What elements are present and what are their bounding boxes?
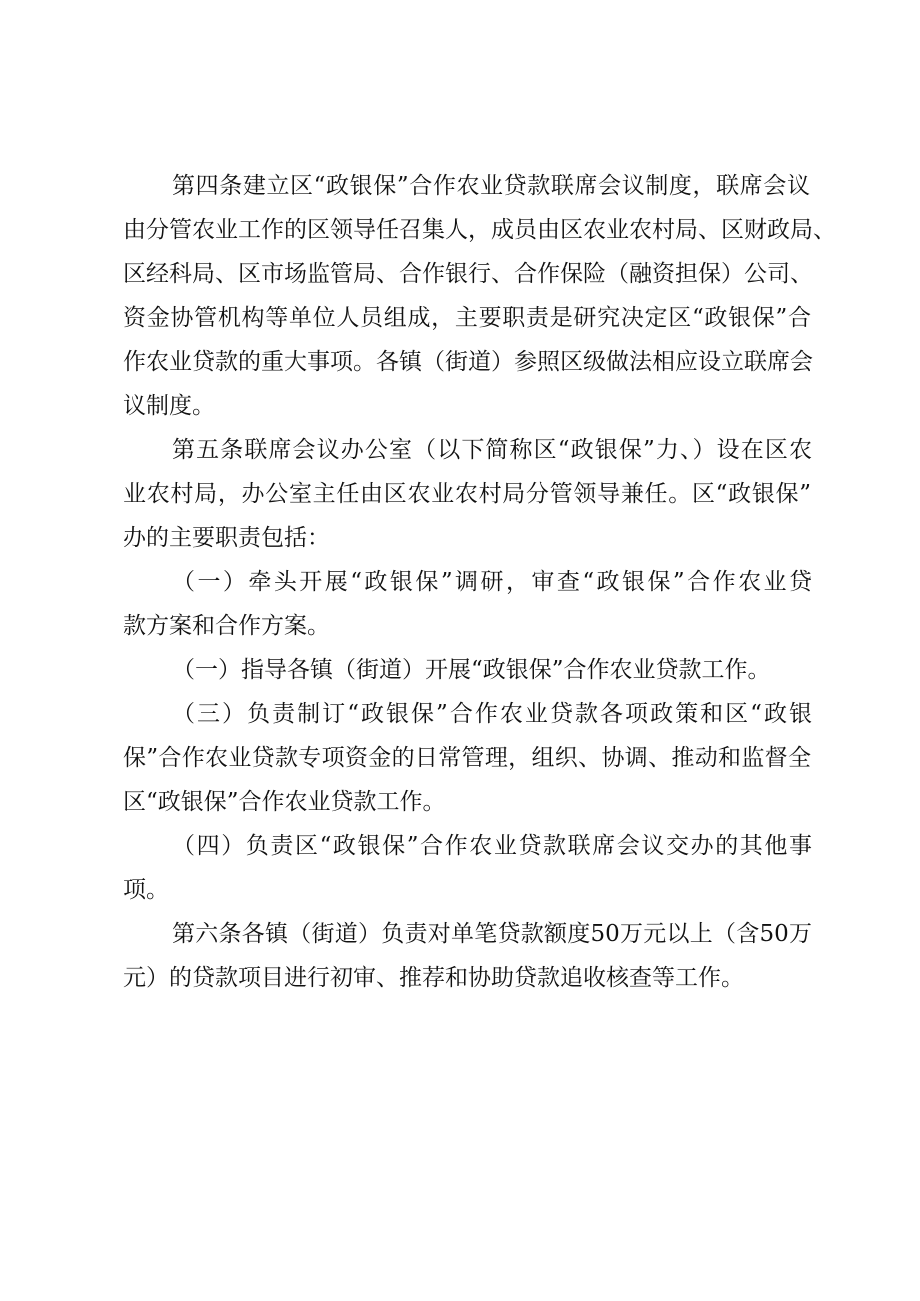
text-line: 保”合作农业贷款专项资金的日常管理，组织、协调、推动和监督全 [123,745,811,771]
text-line: 作农业贷款的重大事项。各镇（街道）参照区级做法相应设立联席会 [123,349,813,375]
text-line: 第四条建立区“政银保”合作农业贷款联席会议制度，联席会议 [172,173,810,199]
text-line: 资金协管机构等单位人员组成，主要职责是研究决定区“政银保”合 [123,305,811,331]
text-line: 业农村局，办公室主任由区农业农村局分管领导兼任。区“政银保” [123,481,811,507]
text-line: 议制度。 [123,393,215,419]
text-line: 项。 [123,877,169,903]
text-line: 由分管农业工作的区领导任召集人，成员由区农业农村局、区财政局、 [123,217,836,243]
text-line: （一）牵头开展“政银保”调研，审查“政银保”合作农业贷 [172,569,812,595]
text-line: 办的主要职责包括： [123,525,330,551]
text-line: 元）的贷款项目进行初审、推荐和协助贷款追收核查等工作。 [123,965,744,991]
text-line: （三）负责制订“政银保”合作农业贷款各项政策和区“政银 [172,701,812,727]
text-line: 第五条联席会议办公室（以下简称区“政银保”力、）设在区农 [172,437,812,463]
text-line: 第六条各镇（街道）负责对单笔贷款额度50万元以上（含50万 [172,921,812,947]
text-line: 区“政银保”合作农业贷款工作。 [123,789,446,815]
text-line: 款方案和合作方案。 [123,613,330,639]
text-line: （一）指导各镇（街道）开展“政银保”合作农业贷款工作。 [172,657,771,683]
text-line: 区经科局、区市场监管局、合作银行、合作保险（融资担保）公司、 [123,261,813,287]
text-line: （四）负责区“政银保”合作农业贷款联席会议交办的其他事 [172,833,812,859]
